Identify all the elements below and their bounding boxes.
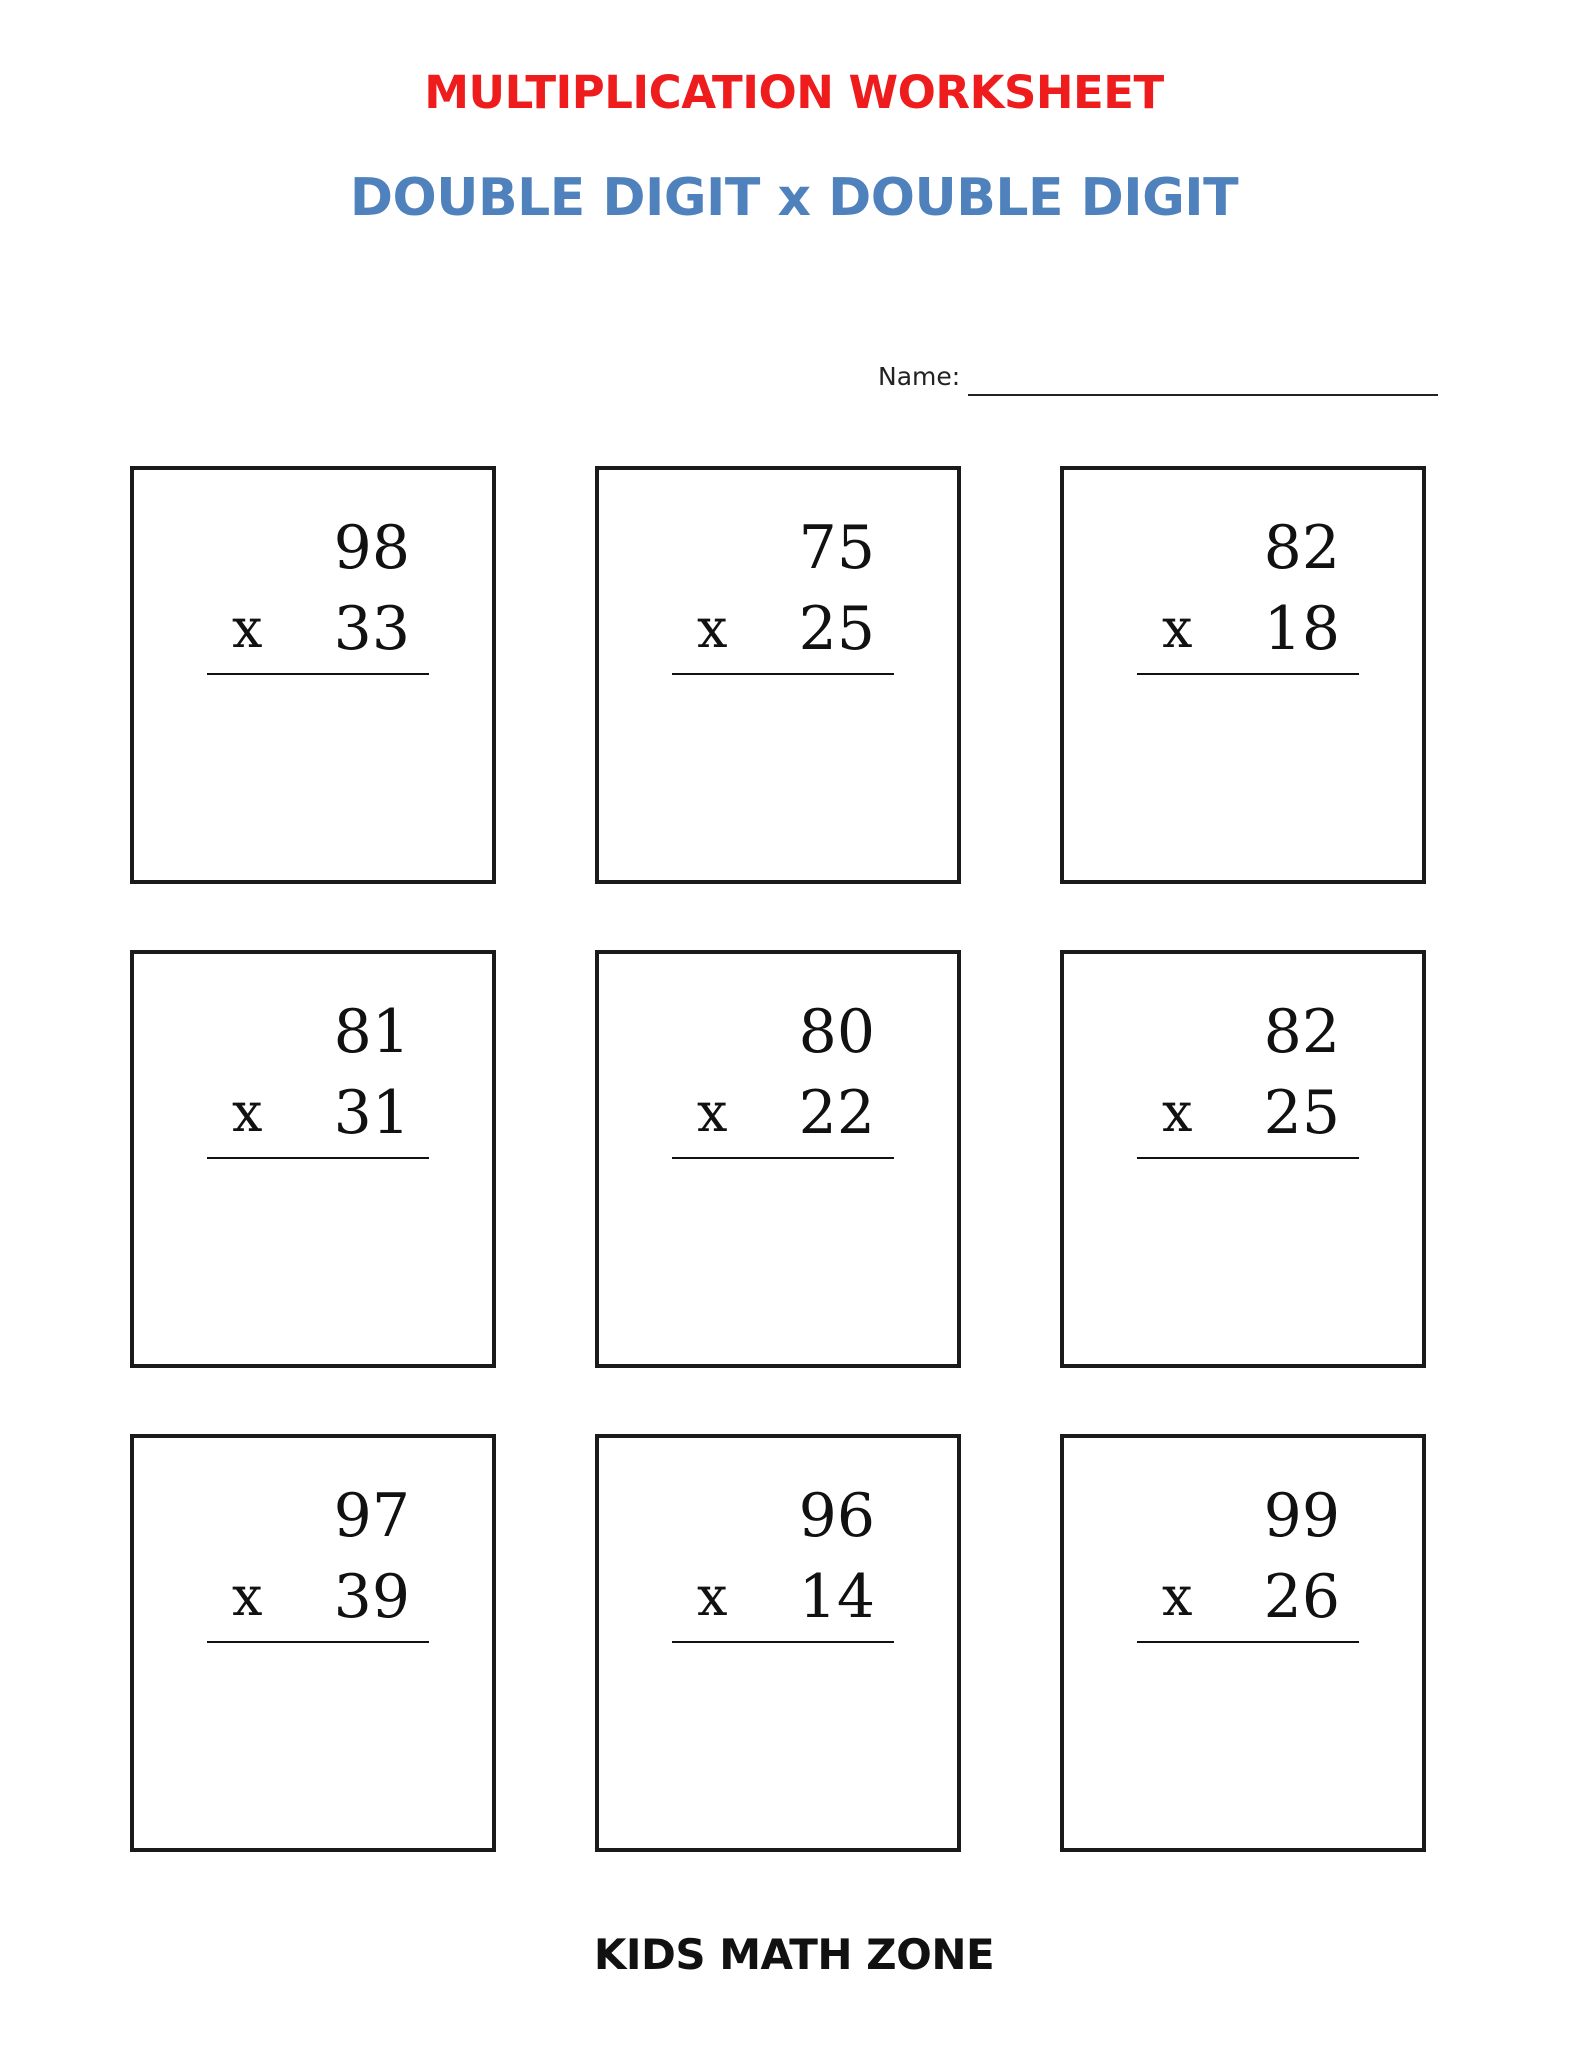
times-sign: x	[1162, 1565, 1193, 1628]
problem-box-4[interactable]	[130, 950, 496, 1368]
problem-box-9[interactable]	[1060, 1434, 1426, 1852]
times-sign: x	[232, 1081, 263, 1144]
answer-line	[207, 1157, 429, 1159]
answer-line	[1137, 1641, 1359, 1643]
answer-line	[1137, 673, 1359, 675]
name-write-line[interactable]	[968, 394, 1438, 396]
problem-box-7[interactable]	[130, 1434, 496, 1852]
times-sign: x	[697, 597, 728, 660]
problem-grid	[130, 466, 1436, 1864]
multiplicand: 99	[1263, 1481, 1340, 1551]
multiplier: 14	[798, 1562, 875, 1632]
times-sign: x	[232, 1565, 263, 1628]
multiplicand: 98	[333, 513, 410, 583]
answer-line	[672, 673, 894, 675]
multiplicand: 80	[798, 997, 875, 1067]
multiplicand: 81	[333, 997, 410, 1067]
multiplicand: 97	[333, 1481, 410, 1551]
times-sign: x	[697, 1081, 728, 1144]
multiplicand: 82	[1263, 997, 1340, 1067]
multiplier: 25	[798, 594, 875, 664]
multiplier: 26	[1263, 1562, 1340, 1632]
worksheet-subtitle: DOUBLE DIGIT x DOUBLE DIGIT	[349, 168, 1239, 228]
times-sign: x	[1162, 1081, 1193, 1144]
answer-line	[672, 1641, 894, 1643]
multiplicand: 75	[798, 513, 875, 583]
multiplier: 33	[333, 594, 410, 664]
multiplicand: 82	[1263, 513, 1340, 583]
problem-box-3[interactable]	[1060, 466, 1426, 884]
times-sign: x	[1162, 597, 1193, 660]
name-field[interactable]	[878, 362, 1438, 402]
multiplier: 18	[1263, 594, 1340, 664]
problem-box-8[interactable]	[595, 1434, 961, 1852]
footer-brand: KIDS MATH ZONE	[593, 1930, 995, 1979]
times-sign: x	[697, 1565, 728, 1628]
name-label: Name:	[878, 362, 961, 391]
multiplier: 22	[798, 1078, 875, 1148]
answer-line	[207, 1641, 429, 1643]
worksheet-title: MULTIPLICATION WORKSHEET	[424, 66, 1164, 119]
problem-box-2[interactable]	[595, 466, 961, 884]
multiplicand: 96	[798, 1481, 875, 1551]
multiplier: 31	[333, 1078, 410, 1148]
answer-line	[207, 673, 429, 675]
answer-line	[1137, 1157, 1359, 1159]
multiplier: 39	[333, 1562, 410, 1632]
answer-line	[672, 1157, 894, 1159]
problem-box-6[interactable]	[1060, 950, 1426, 1368]
multiplier: 25	[1263, 1078, 1340, 1148]
problem-box-5[interactable]	[595, 950, 961, 1368]
problem-box-1[interactable]	[130, 466, 496, 884]
times-sign: x	[232, 597, 263, 660]
